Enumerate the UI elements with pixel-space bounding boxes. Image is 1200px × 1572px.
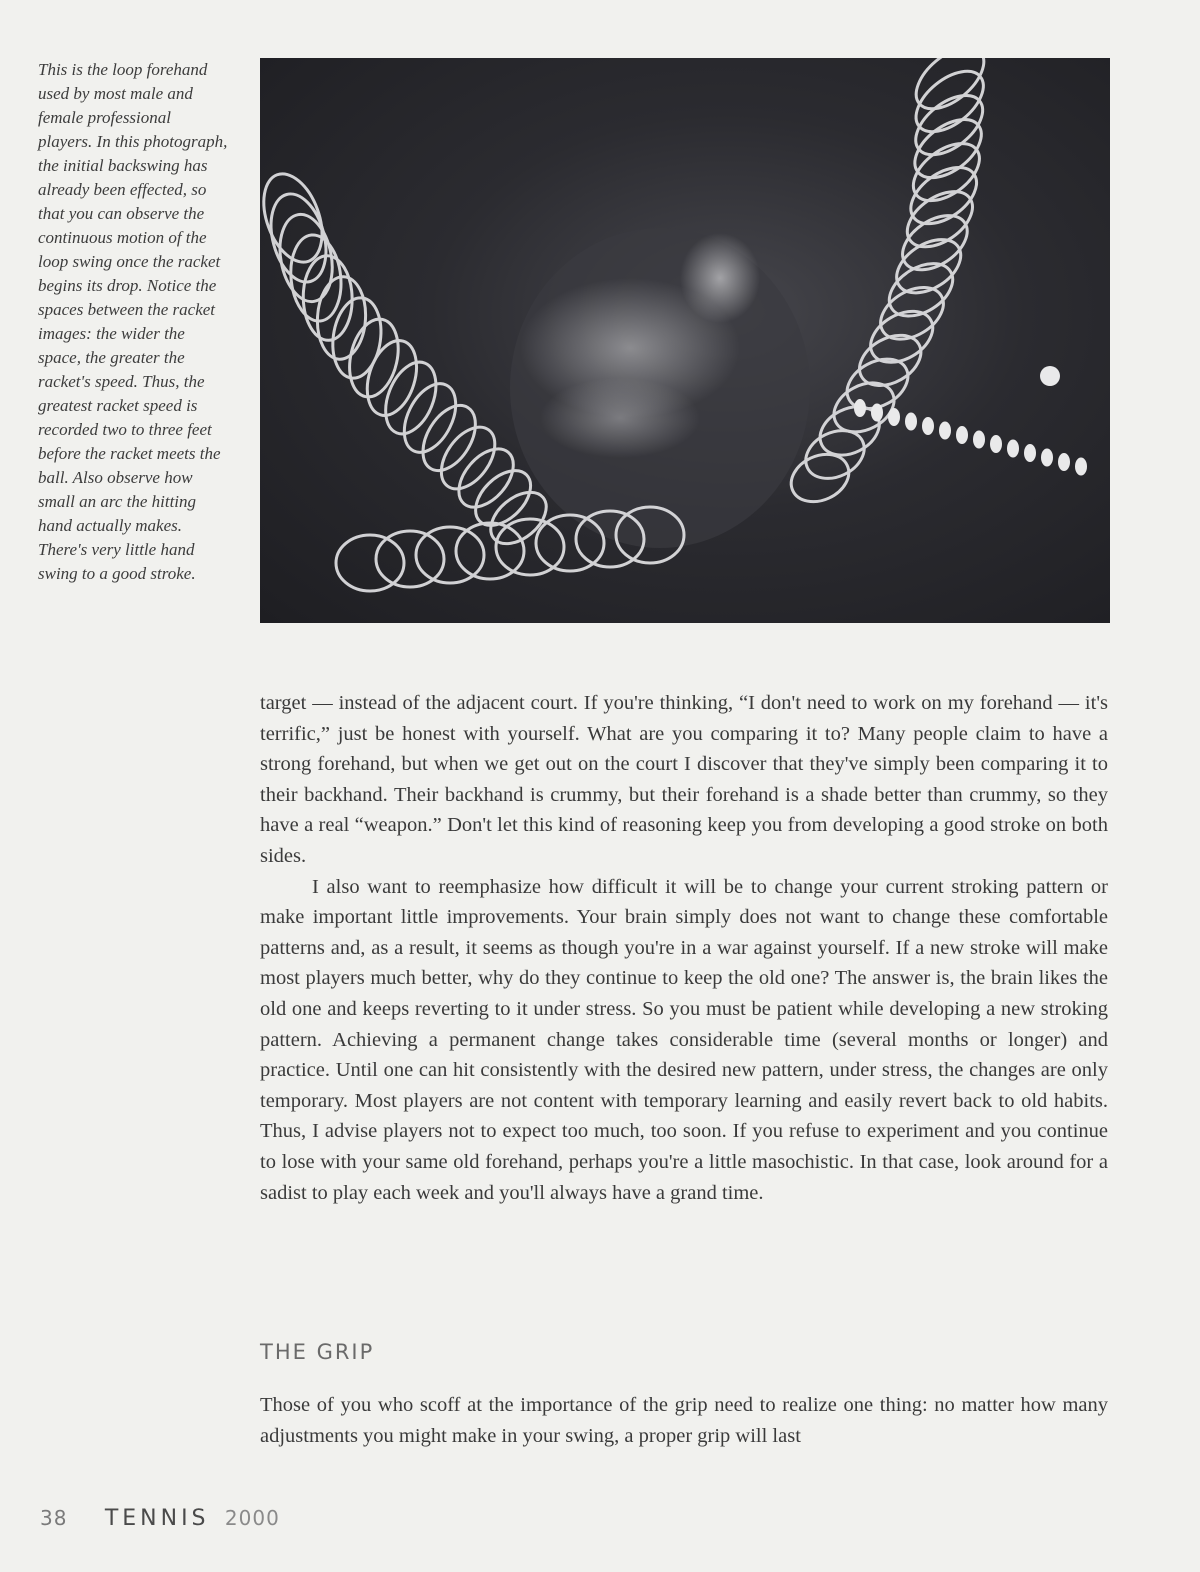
photo-illustration — [260, 58, 1110, 623]
ball-image — [922, 417, 934, 435]
stroboscopic-forehand-photo — [260, 58, 1110, 623]
ball-image — [888, 408, 900, 426]
body-paragraph-2: I also want to reemphasize how difficult it will be to change your current stroking pattern or make important little improvements. Your brain simply does not want to change these comfortable patterns and, as a result, it seems as though you're in a war against yourself. If a new stroke will make most players much better, why do they continue to keep the old one? The answer is, the brain likes the old one and keeps reverting to it under stress. So you must be patient while developing a new stroking pattern. Achieving a permanent change takes considerable time (several months or longer) and practice. Until one can hit consistently with the desired new pattern, under stress, the changes are only temporary. Most players are not content with temporary learning and easily revert back to old habits. Thus, I advise players not to expect too much, too soon. If you refuse to experiment and you continue to lose with your same old forehand, perhaps you're a little masochistic. In that case, look around for a sadist to play each week and you'll always have a grand time. — [260, 875, 1108, 1204]
racket-image — [302, 255, 353, 341]
section-paragraph: Those of you who scoff at the importance of the grip need to realize one thing: no matter how many adjustments you might make in your swing, a proper grip will last — [260, 1394, 1108, 1447]
section-heading: THE GRIP — [260, 1340, 375, 1364]
ball-image — [990, 435, 1002, 453]
book-title: TENNIS — [104, 1506, 210, 1531]
ball-image — [956, 426, 968, 444]
ball-image — [973, 431, 985, 449]
racket-image — [901, 156, 987, 235]
racket-image — [394, 375, 466, 460]
page-number: 38 — [40, 1506, 68, 1530]
ball-image — [1007, 440, 1019, 458]
ball-image — [905, 413, 917, 431]
ball-image — [1075, 458, 1087, 476]
ball-image — [1058, 453, 1070, 471]
page-footer — [40, 1506, 280, 1531]
ball-image — [1041, 449, 1053, 467]
racket-image — [412, 396, 486, 479]
ball-image — [871, 404, 883, 422]
body-text — [260, 688, 1108, 1208]
racket-image — [273, 210, 339, 306]
racket-image — [481, 482, 556, 554]
racket-image — [897, 180, 982, 258]
ball-image — [854, 399, 866, 417]
body-paragraph-1: target — instead of the adjacent court. If you're thinking, “I don't need to work on my forehand — it's terrific,” just be honest with yourself. What are you comparing it to? Many people claim to have a strong forehand, but when we get out on the court I discover that they've simply been comparing it to their backhand. Their backhand is crummy, but their forehand is a shade better than crummy, so they have a real “weapon.” Don't let this kind of reasoning keep you from developing a good stroke on both sides. — [260, 692, 1108, 867]
photo-caption: This is the loop forehand used by most male and female professional players. In this photograph, the initial backswing has already been effected, so that you can observe the continuous motion of the loop swing once the racket begins its drop. Notice the spaces between the racket images: the wider the space, the greater the racket's speed. Thus, the greatest racket speed is recorded two to three feet before the racket meets the ball. Also observe how small an arc the hitting hand actually makes. There's very little hand swing to a good stroke. — [38, 60, 228, 583]
ball-image — [1040, 366, 1060, 386]
ball-image — [939, 422, 951, 440]
racket-image — [376, 355, 446, 442]
racket-image — [430, 417, 505, 498]
book-year: 2000 — [224, 1506, 280, 1530]
racket-image — [448, 439, 524, 518]
racket-image — [893, 204, 977, 281]
racket-image — [887, 229, 970, 304]
racket-image — [343, 314, 406, 401]
ball-image — [1024, 444, 1036, 462]
